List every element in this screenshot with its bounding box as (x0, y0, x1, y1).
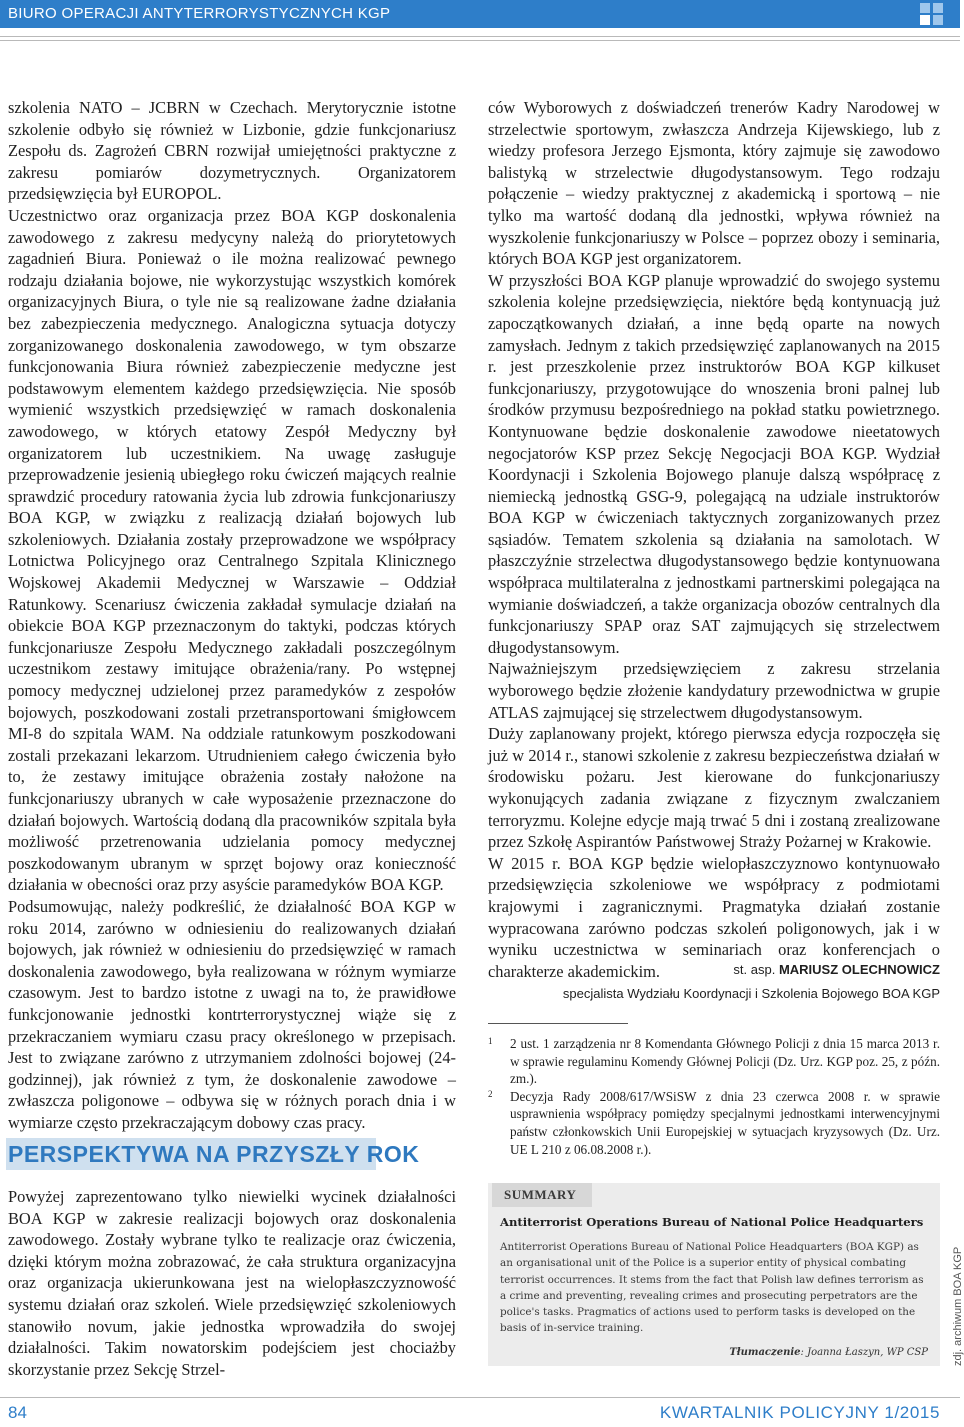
footnote-item (488, 1088, 940, 1158)
body-paragraph: Uczestnictwo oraz organizacja przez BOA KGP doskonalenia zawodowego z zakresu medycyny należą do priorytetowych zagadnień Biura. Ponieważ o ile można realizować pewnego rodzaju działania bojowe, nie wykorzystując wszystkich komórek organizacyjnych Biura, o tyle nie są realizowane żadne działania bez zabezpieczenia medycznego. Analogiczna sytuacja dotyczy zorganizowanego doskonalenia zawodowego, w tym obszarze funkcjonowania Biura również zabezpieczenie medyczne jest podstawowym elementem każdego przedsięwzięcia. Nie sposób wymienić wszystkich przedsięwzięć w ramach doskonalenia zawodowego, w których etatowy Zespół Medyczny był organizatorem lub uczestnikiem. Na uwagę zasługuje przeprowadzenie jesienią ubiegłego roku ćwiczeń mających realnie sprawdzić procedury ratowania życia lub zdrowia funkcjonariuszy BOA KGP, w związku z realizacją działań bojowych lub szkoleniowych. Działania zostały przeprowadzone we współpracy Lotnictwa Policyjnego oraz Centralnego Szpitala Klinicznego Wojskowej Akademii Medycznej w Warszawie – Oddział Ratunkowy. Scenariusz ćwiczenia zakładał symulacje działań na obiekcie BOA KGP przeznaczonym do taktyki, podczas których funkcjonariusze Zespołu Medycznego zakładali poszczególnym uczestnikom zestawy imitujące obrażenia/rany. Po wstępnej pomocy medycznej udzielonej przez paramedyków z zespołów bojowych, poszkodowani zostali przetransportowani śmigłowcem MI-8 do szpitala WAM. Na oddziale ratunkowym poszkodowani zostali przekazani lekarzom. Utrudnieniem całego ćwiczenia było to, że zestawy imitujące obrażenia zostały nałożone na funkcjonariuszy ubranych w całe wyposażenie przeznaczone do działań bojowych. Wartością dodaną dla pracowników szpitala była możliwość przetrenowania udzielania pomocy medycznej poszkodowanym ubranym w sprzęt bojowy oraz konieczność działania w obecności oraz przy asyście paramedyków BOA KGP. (8, 205, 456, 895)
footnote-marker: 2 (488, 1088, 493, 1099)
footnote-text: Decyzja Rady 2008/617/WSiSW z dnia 23 czerwca 2008 r. w sprawie usprawnienia współpracy pomiędzy specjalnymi jednostkami interwencyjnymi państw członkowskich Unii Europejskiej w sytuacjach kryzysowych (Dz. Urz. UE L 210 z 06.08.2008 r.). (510, 1088, 940, 1157)
footnote-rule (488, 1023, 628, 1024)
header-squares-icon (920, 2, 948, 26)
footnote-item (488, 1035, 940, 1088)
header-rule-2 (0, 40, 960, 41)
summary-title: Antiterrorist Operations Bureau of National Police Headquarters (500, 1215, 924, 1229)
journal-name: KWARTALNIK POLICYJNY 1/2015 (659, 1403, 940, 1422)
summary-text: Antiterrorist Operations Bureau of National Police Headquarters (BOA KGP) as an organisational unit of the Police is a superior entity of physical combating terrorist occurrences. It stems from the fact that Polish law defines terrorism as a crime and preventing, revealing crimes and prosecuting perpetrators are the police's tasks. Pragmatics of actions used to perform tasks is developed on the basis of in-service training. (500, 1241, 924, 1335)
right-column (488, 97, 940, 982)
body-paragraph: W przyszłości BOA KGP planuje wprowadzić do swojego systemu szkolenia kolejne przedsięwzięcia, niektóre będą kontynuacją już zapoczątkowanych działań, a inne będą oparte na nowych zamysłach. Jednym z takich przedsięwzięć zaplanowanych na 2015 r. jest przeszkolenie przez instruktorów BOA KGP kilkuset funkcjonariuszy, przygotowujące do wnoszenia broni palnej lub środków przymusu bezpośredniego na pokład statku powietrznego. Kontynuowane będzie doskonalenie zawodowe nieetatowych negocjatorów KSP przez Sekcję Negocjacji BOA KGP. Wydział Koordynacji i Szkolenia Bojowego planuje dalszą współpracę z niemiecką jednostką GSG-9, polegającą na udziale instruktorów BOA KGP w ćwiczeniach taktycznych zorganizowanych przez sąsiadów. Tematem szkolenia są działania na samolotach. W płaszczyźnie strzelectwa długodystansowego będzie kontynuowana współpraca multilateralna z jednostkami partnerskimi polegająca na wymianie doświadczeń, a także organizacja obozów centralnych dla funkcjonariuszy SPAP oraz SAT zajmujących się strzelectwem długodystansowym. (488, 270, 940, 657)
section-header-bar (0, 0, 960, 28)
footer-rule (0, 1397, 960, 1398)
header-rule (0, 36, 960, 37)
body-paragraph: ców Wyborowych z doświadczeń trenerów Kadry Narodowej w strzelectwie sportowym, zwłaszcza Andrzeja Kijewskiego, lub z wiedzy profesora Jerzego Ejsmonta, który zajmuje się zawodowo balistyką w strzelectwie długodystansowym. Tego rodzaju połączenie – wiedzy praktycznej z akademicką i sportową – nie tylko ma wartość dodaną dla jednostki, wpływa również na wyszkolenie funkcjonariuszy w Polsce – poprzez obozy i seminaria, których BOA KGP jest organizatorem. (488, 98, 940, 269)
author-signature (733, 962, 940, 977)
page-number: 84 (8, 1403, 27, 1422)
summary-tab: SUMMARY (492, 1183, 592, 1207)
body-paragraph: Podsumowując, należy podkreślić, że działalność BOA KGP w roku 2014, zarówno w odniesieniu do realizowanych działań bojowych, jak również w odniesieniu do przedsięwzięć w ramach doskonalenia zawodowego, była realizowana w różnym wymiarze czasowym. Jest to bardzo istotne z uwagi na to, że prawidłowe funkcjonowanie jednostki kontrterrorystycznej wiąże się z przekraczaniem wymiaru czasu pracy określonego w przepisach. Jest to związane zarówno z utrzymaniem zdolności bojowej (24-godzinnej), jak również z tym, że doskonalenie zawodowe – zwłaszcza poligonowe – odbywa się w różnych porach dnia i w wymiarze często przekraczającym dobowy czas pracy. (8, 896, 456, 1132)
footnotes (488, 1035, 940, 1158)
translation-label: Tłumaczenie (729, 1347, 801, 1358)
footnote-text: 2 ust. 1 zarządzenia nr 8 Komendanta Głównego Policji z dnia 15 marca 2013 r. w sprawie regulaminu Komendy Głównej Policji (Dz. Urz. KGP poz. 25, z późn. zm.). (510, 1036, 940, 1087)
translator-name: Joanna Łaszyn, WP CSP (807, 1347, 928, 1358)
left-column-lower (8, 1186, 456, 1380)
body-paragraph: szkolenia NATO – JCBRN w Czechach. Merytorycznie istotne szkolenie odbyło się również w Lizbonie, gdzie funkcjonariusz Zespołu ds. Zagrożeń CBRN rozwijał umiejętności praktyczne z zakresu pomiarów dozymetrycznych. Organizatorem przedsięwzięcia był EUROPOL. (8, 98, 456, 204)
photo-credit: zdj. archiwum BOA KGP (952, 1246, 964, 1366)
body-paragraph: Najważniejszym przedsięwzięciem z zakresu strzelania wyborowego będzie złożenie kandydatury przewodnictwa w grupie ATLAS zajmującej się strzelectwem długodystansowym. (488, 659, 940, 722)
author-rank: st. asp. (733, 962, 776, 977)
body-paragraph: Duży zaplanowany projekt, którego pierwsza edycja rozpoczęła się już w 2014 r., stanowi szkolenie z zakresu bezpieczeństwa działań w środowisku pożaru. Jest kierowane do funkcjonariuszy wykonujących zadania związane z fizycznym zwalczaniem terroryzmu. Kolejne edycje mają trwać 5 dni i zostaną zrealizowane przez Szkołę Aspirantów Państwowej Straży Pożarnej w Krakowie. (488, 724, 940, 852)
left-column (8, 97, 456, 1134)
translation-credit: Tłumaczenie: Joanna Łaszyn, WP CSP (729, 1347, 928, 1358)
body-paragraph: W 2015 r. BOA KGP będzie wielopłaszczyznowo kontynuowało przedsięwzięcia szkoleniowe we współpracy z podmiotami krajowymi i zagranicznymi. Pragmatyka działań zostanie wypracowana zarówno podczas szkoleń poligonowych, jak i w wyniku uczestnictwa w seminariach oraz konferencjach o charakterze akademickim. (488, 853, 940, 981)
summary-box (488, 1183, 940, 1366)
author-name: MARIUSZ OLECHNOWICZ (778, 962, 940, 977)
footnote-marker: 1 (488, 1036, 493, 1046)
section-heading: PERSPEKTYWA NA PRZYSZŁY ROK (6, 1138, 376, 1170)
section-title: BIURO OPERACJI ANTYTERRORYSTYCZNYCH KGP (8, 5, 391, 22)
author-position: specjalista Wydziału Koordynacji i Szkolenia Bojowego BOA KGP (562, 986, 940, 1001)
body-paragraph: Powyżej zaprezentowano tylko niewielki wycinek działalności BOA KGP w zakresie realizacji bojowych oraz doskonalenia zawodowego. Zostały wybrane tylko te realizacje oraz ćwiczenia, dzięki którym można zobrazować, że cała struktura organizacyjna oraz organizacja ukierunkowana jest na wielopłaszczyznowość systemu działań oraz szkoleń. Wiele przedsięwzięć szkoleniowych stanowiło novum, jakie jednostka wprowadziła do swojej działalności. Takim nowatorskim podejściem jest chociażby skorzystanie przez Sekcję Strzel- (8, 1187, 456, 1379)
